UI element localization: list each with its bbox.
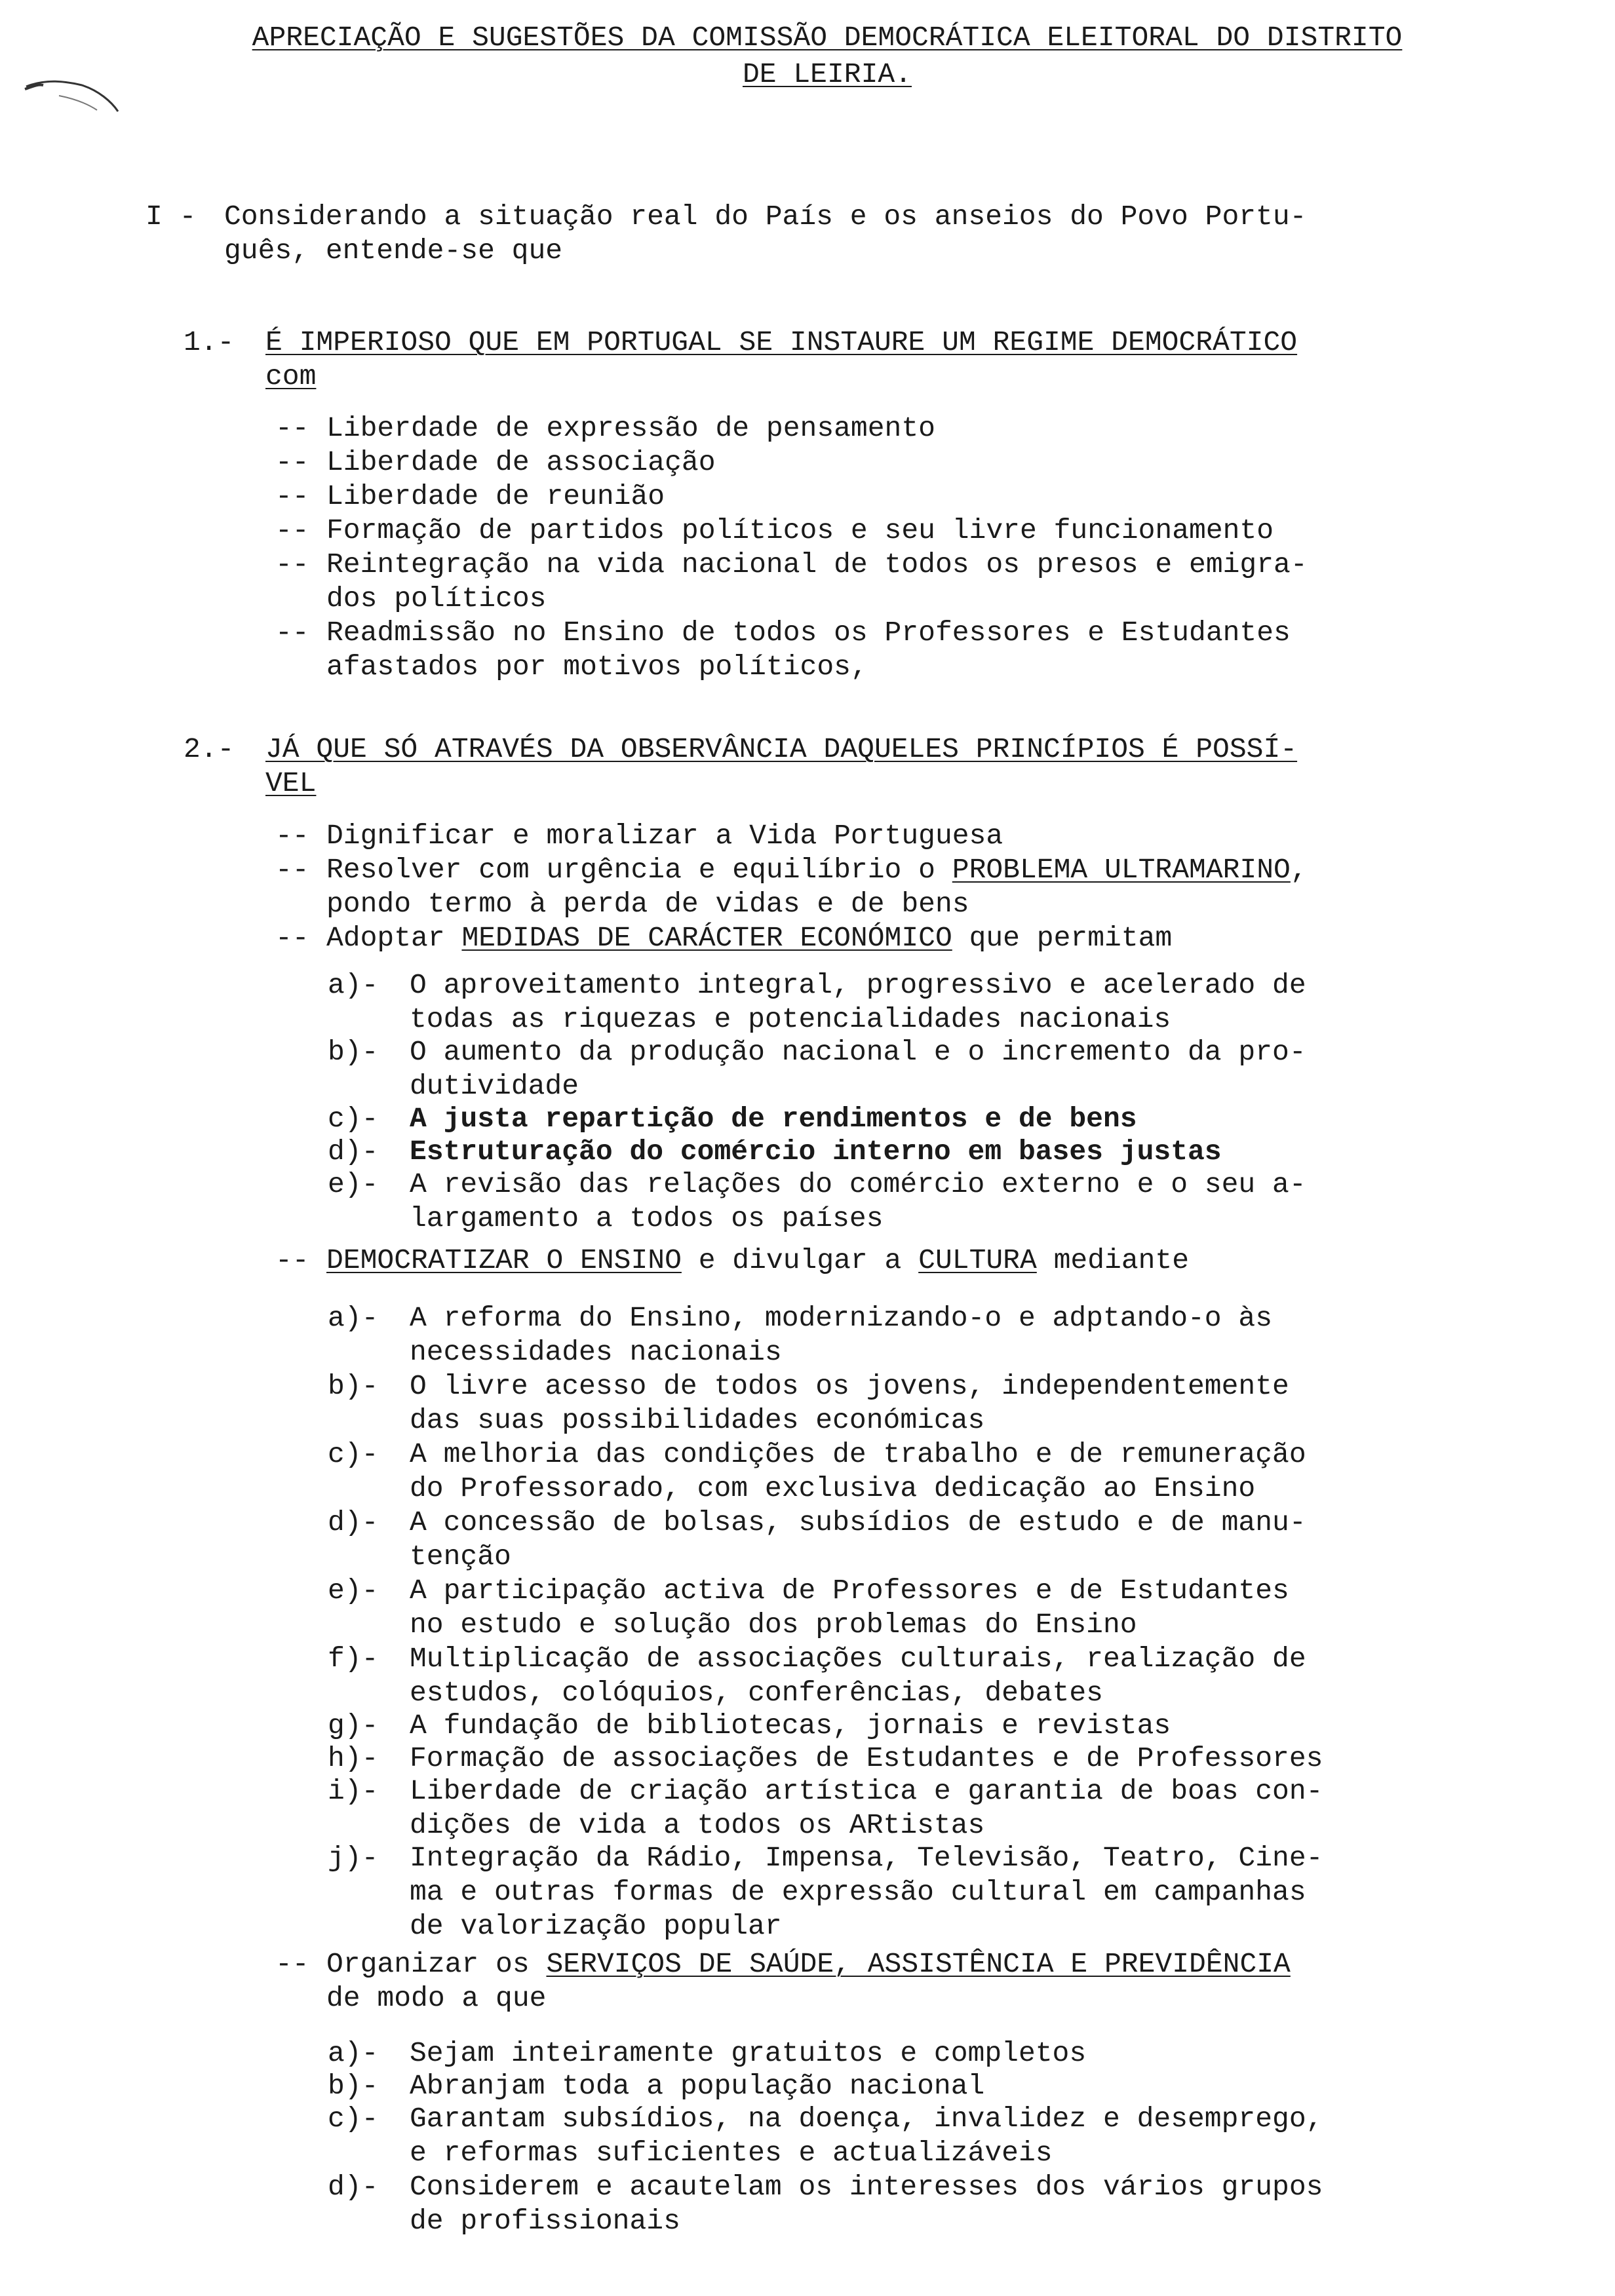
sub-item-line: e reformas suficientes e actualizáveis <box>410 2137 1053 2169</box>
sub-item-line: dutividade <box>410 1070 579 1102</box>
sub-item-line: A reforma do Ensino, modernizando-o e adptando-o às <box>410 1302 1273 1334</box>
section-number: 2.- <box>184 733 235 765</box>
sub-item-letter: f)- <box>328 1643 379 1675</box>
item-marker: -- <box>275 922 309 954</box>
item-marker: -- <box>275 617 309 649</box>
sub-item-line: Abranjam toda a população nacional <box>410 2070 985 2102</box>
item-text: Resolver com urgência e equilíbrio o <box>326 854 952 886</box>
sub-item-line: ma e outras formas de expressão cultural em campanhas <box>410 1876 1306 1908</box>
sub-item-letter: d)- <box>328 2171 379 2203</box>
sub-item-letter: b)- <box>328 1036 379 1068</box>
item-marker: -- <box>275 854 309 886</box>
sub-item-line: A justa repartição de rendimentos e de bens <box>410 1103 1137 1135</box>
sub-item-line: Formação de associações de Estudantes e de Professores <box>410 1742 1323 1774</box>
sub-item-letter: e)- <box>328 1168 379 1200</box>
item-line: de modo a que <box>326 1982 547 2014</box>
sub-item-line: de valorização popular <box>410 1910 782 1942</box>
sub-item-line: A melhoria das condições de trabalho e de remuneração <box>410 1438 1306 1470</box>
section-heading-line: JÁ QUE SÓ ATRAVÉS DA OBSERVÂNCIA DAQUELES PRINCÍPIOS É POSSÍ- <box>265 733 1298 765</box>
item-text: , <box>1290 854 1308 886</box>
sub-item-line: das suas possibilidades económicas <box>410 1404 985 1436</box>
sub-item-line: Estruturação do comércio interno em bases justas <box>410 1136 1222 1168</box>
sub-item-letter: d)- <box>328 1136 379 1168</box>
sub-item-line: O aproveitamento integral, progressivo e acelerado de <box>410 969 1306 1001</box>
sub-item-letter: a)- <box>328 969 379 1001</box>
sub-item-line: dições de vida a todos os ARtistas <box>410 1809 985 1841</box>
sub-item-line: largamento a todos os países <box>410 1202 884 1234</box>
sub-item-letter: a)- <box>328 2037 379 2069</box>
handwritten-mark-icon <box>20 72 125 118</box>
item-text: mediante <box>1036 1244 1190 1276</box>
item-underlined: CULTURA <box>918 1244 1037 1276</box>
intro-line: Considerando a situação real do País e os anseios do Povo Portu- <box>224 201 1307 233</box>
sub-item-letter: i)- <box>328 1775 379 1807</box>
sub-item-line: do Professorado, com exclusiva dedicação ao Ensino <box>410 1472 1256 1504</box>
item-marker: -- <box>275 514 309 546</box>
item-line: Liberdade de reunião <box>326 480 665 512</box>
sub-item-line: O livre acesso de todos os jovens, independentemente <box>410 1370 1289 1402</box>
item-marker: -- <box>275 820 309 852</box>
section-number: 1.- <box>184 326 235 358</box>
sub-item-line: tenção <box>410 1540 511 1573</box>
document-title <box>146 20 1509 93</box>
sub-item-line: A concessão de bolsas, subsídios de estudo e de manu- <box>410 1506 1306 1539</box>
sub-item-line: estudos, colóquios, conferências, debates <box>410 1677 1103 1709</box>
sub-item-line: todas as riquezas e potencialidades nacionais <box>410 1003 1171 1035</box>
item-text: que permitam <box>952 922 1173 954</box>
sub-item-line: A revisão das relações do comércio externo e o seu a- <box>410 1168 1306 1200</box>
item-marker: -- <box>275 480 309 512</box>
sub-item-line: A fundação de bibliotecas, jornais e revistas <box>410 1710 1171 1742</box>
item-line: Readmissão no Ensino de todos os Professores e Estudantes <box>326 617 1291 649</box>
intro-line: guês, entende-se que <box>224 235 563 267</box>
sub-item-letter: c)- <box>328 1103 379 1135</box>
item-underlined: MEDIDAS DE CARÁCTER ECONÓMICO <box>461 922 952 954</box>
sub-item-line: Integração da Rádio, Impensa, Televisão, Teatro, Cine- <box>410 1842 1323 1874</box>
sub-item-letter: j)- <box>328 1842 379 1874</box>
section-heading-line: VEL <box>265 767 317 799</box>
sub-item-line: Liberdade de criação artística e garantia de boas con- <box>410 1775 1323 1807</box>
item-underlined: SERVIÇOS DE SAÚDE, ASSISTÊNCIA E PREVIDÊNCIA <box>546 1948 1291 1980</box>
item-text: Organizar os <box>326 1948 547 1980</box>
sub-item-letter: b)- <box>328 2070 379 2102</box>
sub-item-line: Multiplicação de associações culturais, realização de <box>410 1643 1306 1675</box>
item-marker: -- <box>275 1244 309 1276</box>
sub-item-letter: g)- <box>328 1710 379 1742</box>
sub-item-line: Sejam inteiramente gratuitos e completos <box>410 2037 1087 2069</box>
sub-item-line: no estudo e solução dos problemas do Ensino <box>410 1609 1137 1641</box>
item-line: pondo termo à perda de vidas e de bens <box>326 888 969 920</box>
item-underlined: PROBLEMA ULTRAMARINO <box>952 854 1291 886</box>
item-line: dos políticos <box>326 583 547 615</box>
item-text: Adoptar <box>326 922 462 954</box>
sub-item-line: O aumento da produção nacional e o incremento da pro- <box>410 1036 1306 1068</box>
item-line: afastados por motivos políticos, <box>326 651 868 683</box>
sub-item-line: A participação activa de Professores e de Estudantes <box>410 1575 1289 1607</box>
section-heading-line: com <box>265 360 317 392</box>
item-marker: -- <box>275 548 309 581</box>
sub-item-line: Considerem e acautelam os interesses dos vários grupos <box>410 2171 1323 2203</box>
sub-item-letter: c)- <box>328 2103 379 2135</box>
item-line: Reintegração na vida nacional de todos os presos e emigra- <box>326 548 1308 581</box>
sub-item-line: Garantam subsídios, na doença, invalidez e desemprego, <box>410 2103 1323 2135</box>
intro-number: I - <box>146 201 197 233</box>
item-line: Liberdade de expressão de pensamento <box>326 412 935 444</box>
item-line: Dignificar e moralizar a Vida Portuguesa <box>326 820 1003 852</box>
sub-item-letter: c)- <box>328 1438 379 1470</box>
sub-item-letter: e)- <box>328 1575 379 1607</box>
item-marker: -- <box>275 1948 309 1980</box>
item-marker: -- <box>275 412 309 444</box>
item-line: Liberdade de associação <box>326 446 716 478</box>
sub-item-letter: d)- <box>328 1506 379 1539</box>
sub-item-line: necessidades nacionais <box>410 1336 782 1368</box>
item-underlined: DEMOCRATIZAR O ENSINO <box>326 1244 682 1276</box>
title-line-2: DE LEIRIA. <box>742 58 912 90</box>
section-heading-line: É IMPERIOSO QUE EM PORTUGAL SE INSTAURE UM REGIME DEMOCRÁTICO <box>265 326 1298 358</box>
item-text: e divulgar a <box>681 1244 919 1276</box>
sub-item-letter: b)- <box>328 1370 379 1402</box>
sub-item-letter: h)- <box>328 1742 379 1774</box>
title-line-1: APRECIAÇÃO E SUGESTÕES DA COMISSÃO DEMOCRÁTICA ELEITORAL DO DISTRITO <box>252 22 1403 54</box>
item-line: Formação de partidos políticos e seu livre funcionamento <box>326 514 1274 546</box>
sub-item-line: de profissionais <box>410 2205 680 2237</box>
sub-item-letter: a)- <box>328 1302 379 1334</box>
item-marker: -- <box>275 446 309 478</box>
